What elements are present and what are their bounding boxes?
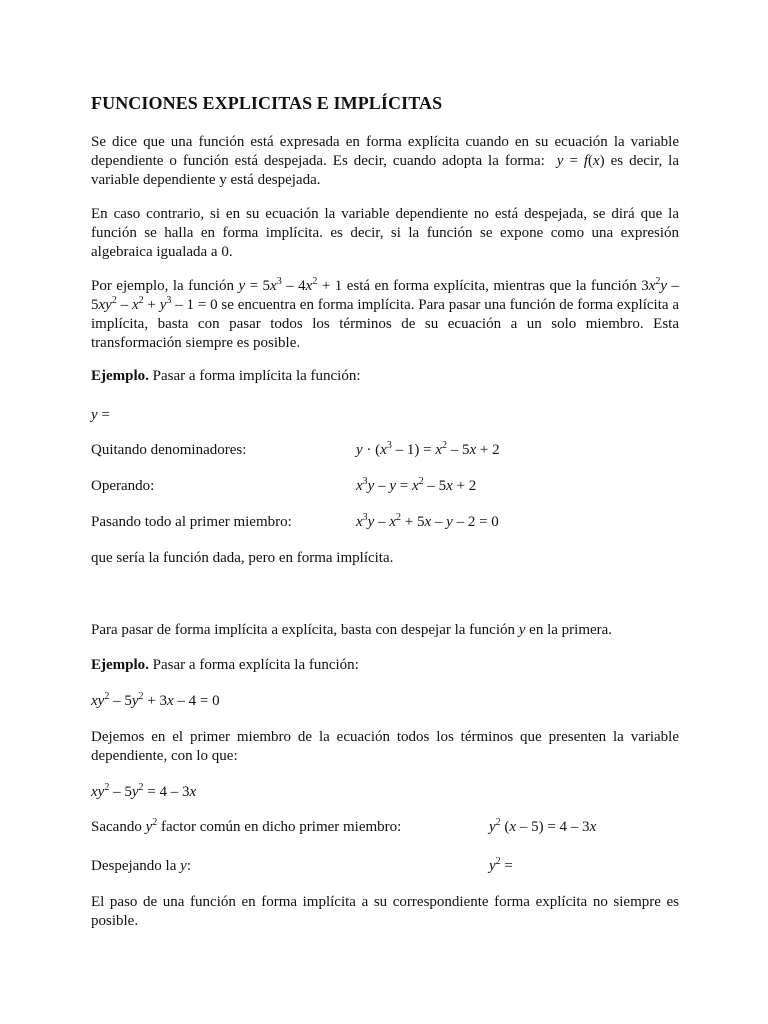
step-label: Sacando $y^2$ factor común en dicho primer miembro: (91, 817, 402, 835)
step-pasando-todo (91, 513, 691, 532)
example-2-rearranged: $xy^2 - 5y^2 = 4 - 3x$ (91, 782, 197, 800)
page-title: FUNCIONES EXPLICITAS E IMPLÍCITAS (91, 93, 443, 113)
step-despejando (91, 857, 691, 876)
step-quitando-denominadores (91, 441, 691, 460)
step-equation: $y \cdot (x^3 - 1) = x^2 - 5x + 2$ (356, 440, 500, 458)
step-equation: $x^3y - y = x^2 - 5x + 2$ (356, 476, 477, 494)
step-sacando-factor (91, 818, 691, 837)
paragraph-implicit-to-explicit: Para pasar de forma implícita a explícita, basta con despejar la función y en la primera. (91, 622, 613, 638)
example-1-function: y = (91, 407, 110, 423)
step-label: Operando: (91, 478, 155, 494)
paragraph-implicit-definition: En caso contrario, si en su ecuación la variable dependiente no está despejada, se dirá que la función se halla en forma implícita. es decir, si la función se expone como una expresión algebraica igualada a 0. (91, 206, 679, 260)
paragraph-dejemos: Dejemos en el primer miembro de la ecuación todos los términos que presenten la variable dependiente, con lo que: (91, 729, 679, 764)
step-equation: $x^3y - x^2 + 5x - y - 2 = 0$ (356, 512, 499, 530)
step-label: Quitando denominadores: (91, 442, 247, 458)
paragraph-final-note: El paso de una función en forma implícita a su correspondiente forma explícita no siempre es posible. (91, 894, 679, 929)
step-label: Despejando la y: (91, 858, 191, 874)
example-1-heading: Ejemplo. Pasar a forma implícita la función: (91, 368, 361, 384)
step-equation: $y^2$ (x – 5) = 4 – 3x (489, 817, 597, 835)
step-equation: $y^2$ = (489, 856, 513, 874)
step-operando (91, 477, 691, 496)
example-2-function: $xy^2 - 5y^2 + 3x - 4 = 0$ (91, 691, 220, 709)
example-1-conclusion: que sería la función dada, pero en forma implícita. (91, 550, 394, 566)
step-label: Pasando todo al primer miembro: (91, 514, 292, 530)
paragraph-explicit-definition: Se dice que una función está expresada en forma explícita cuando en su ecuación la variable dependiente o función está despejada. Es decir, cuando adopta la forma: y = f(x) es decir, la variable dependiente y está despejada. (91, 134, 680, 188)
paragraph-example-intro: Por ejemplo, la función $y = 5x^3 - 4x^2 + 1$ está en forma explícita, mientras que la función $3x^2y - 5xy^2 - x^2 + y^3 - 1 = 0$ se encuentra en forma implícita. Para pasar una función de forma explícita a implícita, basta con pasar todos los términos de su ecuación a un solo miembro. Esta transformación siempre es posible. (91, 276, 680, 351)
example-2-heading: Ejemplo. Pasar a forma explícita la función: (91, 657, 359, 673)
